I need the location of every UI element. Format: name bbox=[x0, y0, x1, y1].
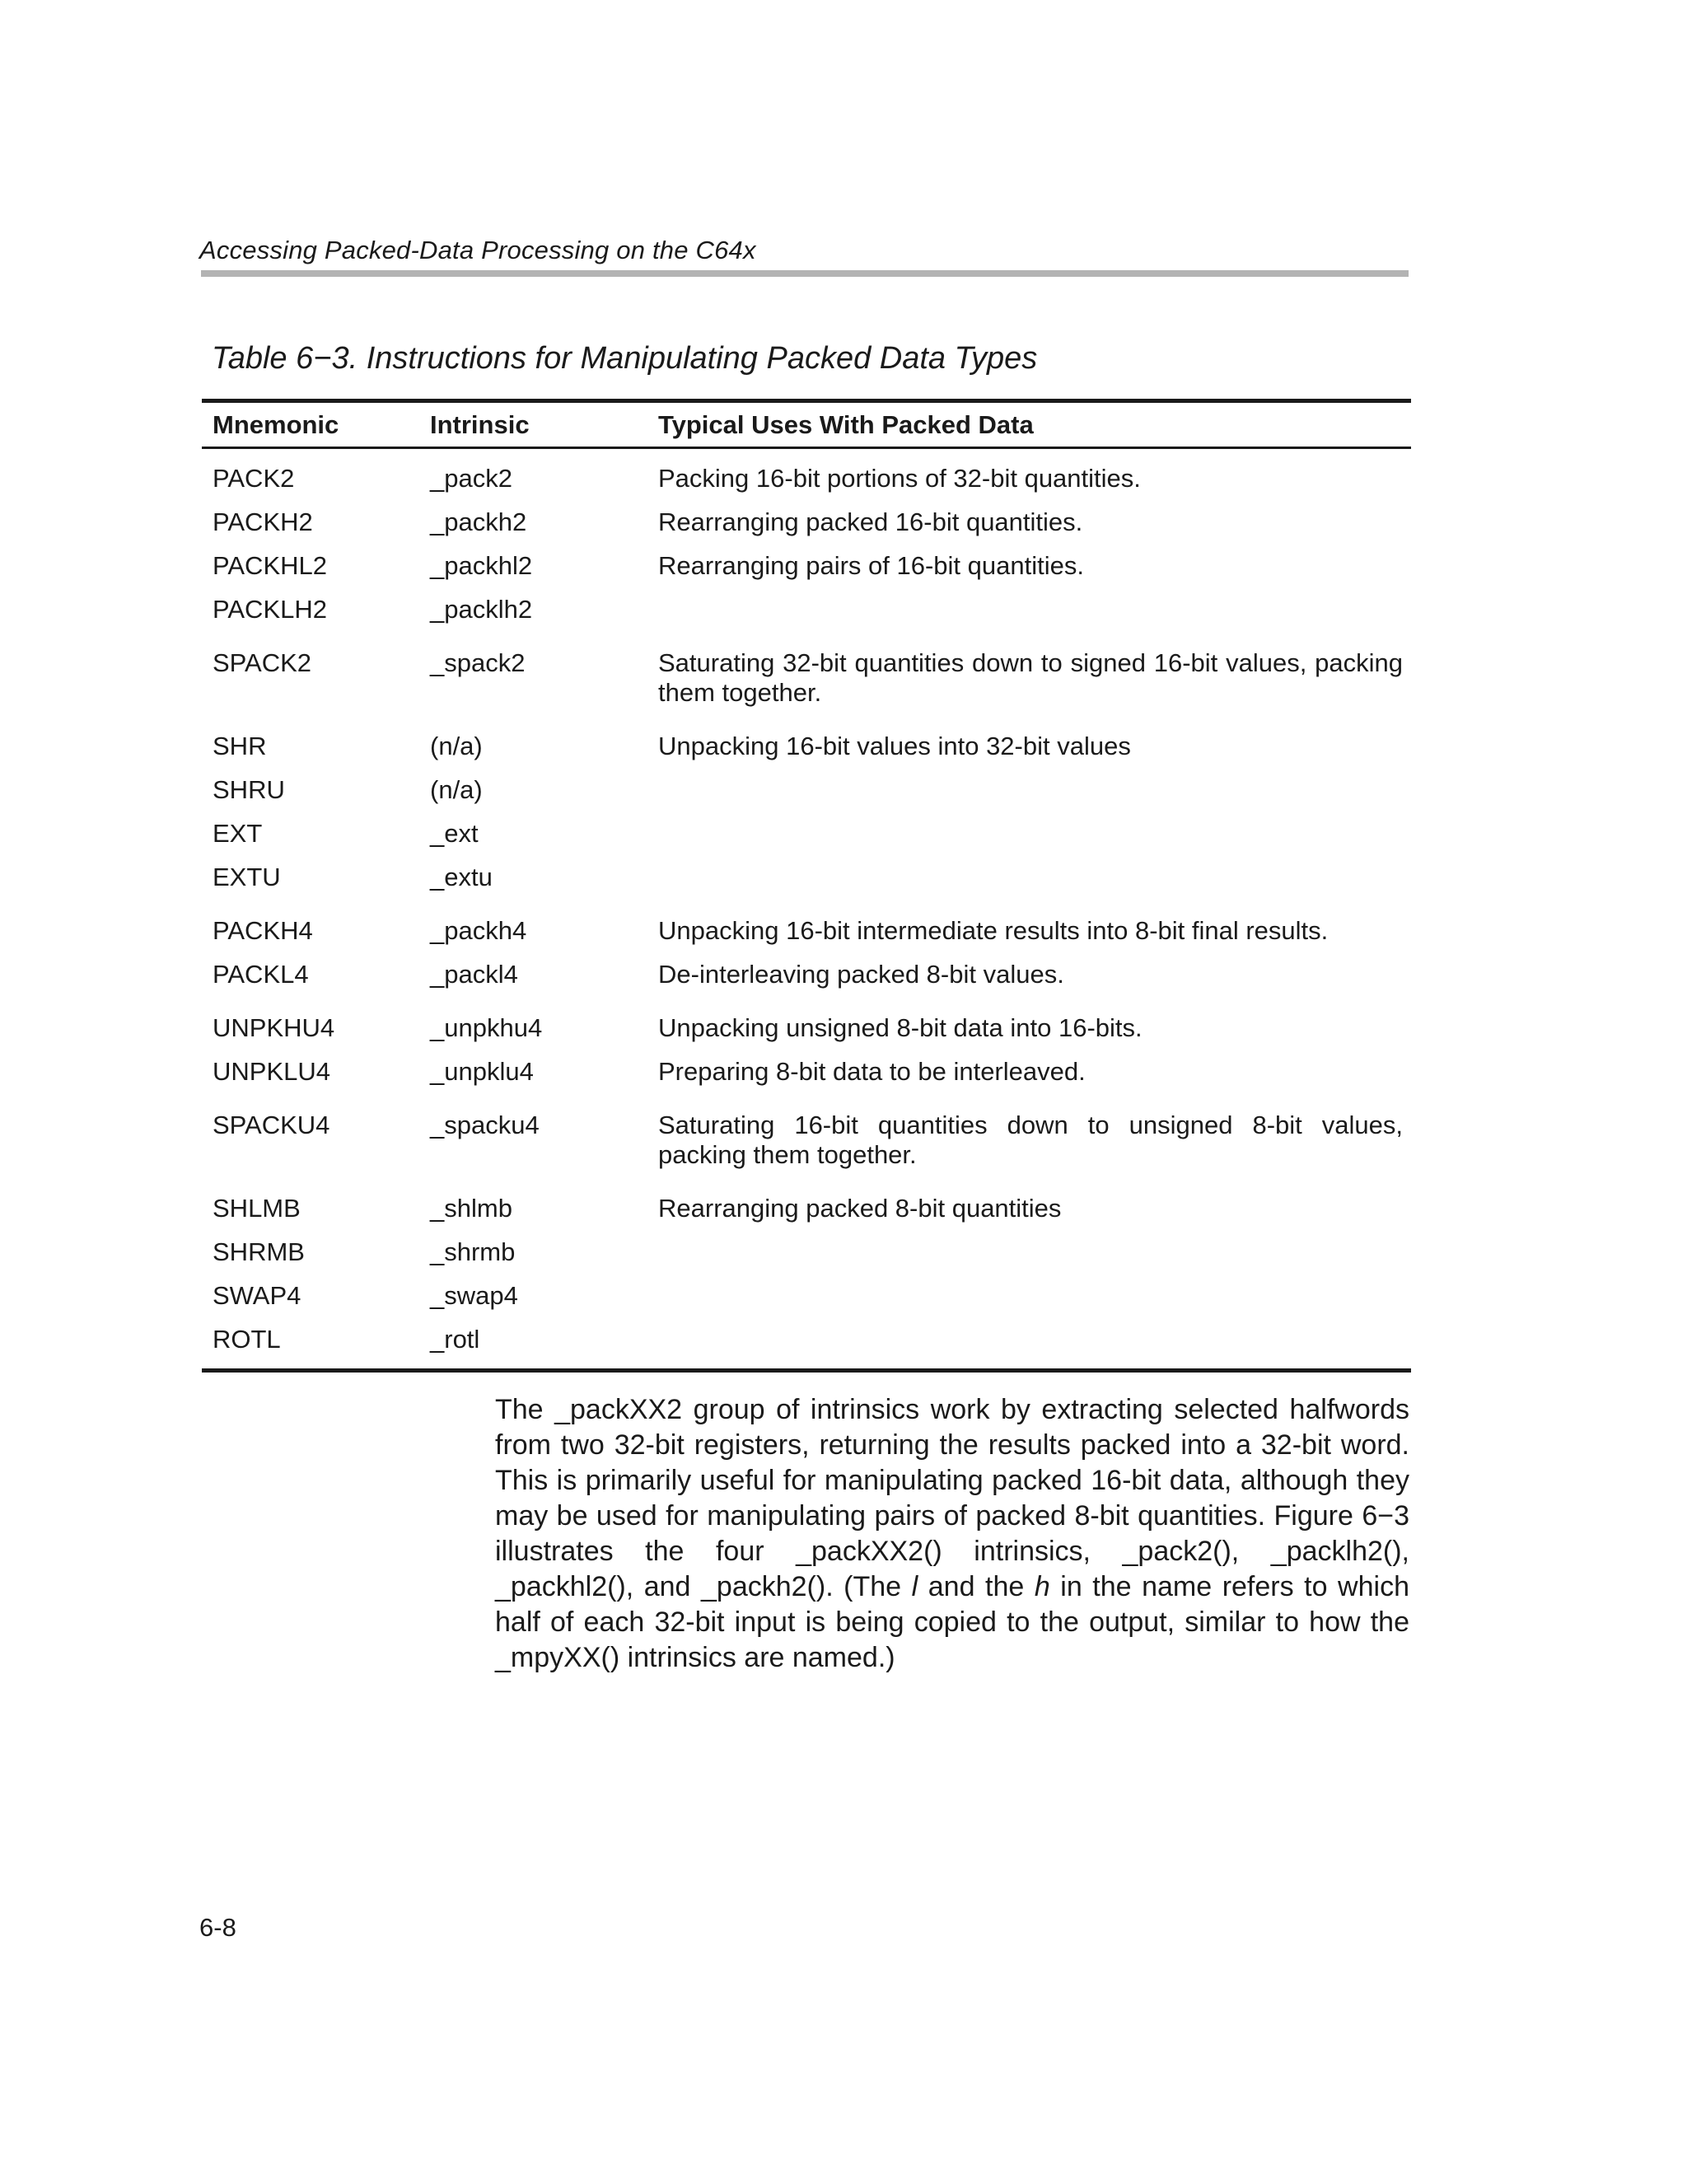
table-row bbox=[202, 1187, 1411, 1231]
table-bottom-rule bbox=[202, 1368, 1411, 1373]
typical-use-cell bbox=[658, 1237, 1411, 1267]
intrinsic-cell: _shlmb bbox=[430, 1194, 512, 1223]
intrinsic-cell: _swap4 bbox=[430, 1281, 518, 1310]
mnemonic-cell: PACKL4 bbox=[213, 960, 309, 989]
table-row bbox=[202, 1007, 1411, 1050]
paragraph-text-part-3: in the name refers to which half of each 32-bit input is being copied to the output, similar to how the _mpyXX() intrinsics are named.) bbox=[495, 1571, 1409, 1673]
column-header-intrinsic: Intrinsic bbox=[430, 409, 530, 439]
body-paragraph bbox=[495, 1392, 1409, 1676]
paragraph-italic-l: l bbox=[911, 1571, 918, 1602]
intrinsic-cell: _packhl2 bbox=[430, 551, 533, 580]
typical-use-cell bbox=[658, 1325, 1411, 1354]
column-header-typical-uses: Typical Uses With Packed Data bbox=[658, 409, 1034, 439]
intrinsic-cell: _packh2 bbox=[430, 507, 527, 536]
intrinsic-cell: _packl4 bbox=[430, 960, 518, 989]
typical-use-cell bbox=[658, 1281, 1411, 1311]
table-row bbox=[202, 769, 1411, 812]
mnemonic-cell: SHRU bbox=[213, 775, 285, 804]
table-row bbox=[202, 953, 1411, 997]
typical-use-cell: Preparing 8-bit data to be interleaved. bbox=[658, 1057, 1086, 1086]
typical-use-cell bbox=[658, 863, 1411, 892]
mnemonic-cell: PACK2 bbox=[213, 464, 295, 493]
table-row bbox=[202, 910, 1411, 953]
table-row bbox=[202, 588, 1411, 632]
mnemonic-cell: EXT bbox=[213, 819, 263, 848]
typical-use-cell: Rearranging packed 16-bit quantities. bbox=[658, 507, 1083, 536]
intrinsic-cell: _unpklu4 bbox=[430, 1057, 534, 1086]
mnemonic-cell: SHRMB bbox=[213, 1237, 305, 1266]
page-number: 6-8 bbox=[199, 1913, 236, 1942]
intrinsic-cell: (n/a) bbox=[430, 775, 483, 804]
intrinsic-cell: _spacku4 bbox=[430, 1111, 540, 1139]
table-header-row bbox=[202, 403, 1411, 447]
header-rule bbox=[201, 270, 1409, 277]
mnemonic-cell: PACKH2 bbox=[213, 507, 313, 536]
column-header-mnemonic: Mnemonic bbox=[213, 409, 339, 439]
mnemonic-cell: PACKLH2 bbox=[213, 595, 327, 624]
intrinsic-cell: _spack2 bbox=[430, 648, 526, 677]
paragraph-text-part-2: and the bbox=[918, 1571, 1035, 1602]
mnemonic-cell: SWAP4 bbox=[213, 1281, 301, 1310]
intrinsic-cell: _rotl bbox=[430, 1325, 480, 1354]
typical-use-cell bbox=[658, 819, 1411, 849]
table-row bbox=[202, 725, 1411, 769]
table-row bbox=[202, 1231, 1411, 1274]
typical-use-cell: Saturating 16-bit quantities down to unsigned 8-bit values, packing them together. bbox=[658, 1111, 1403, 1169]
typical-use-cell: De-interleaving packed 8-bit values. bbox=[658, 960, 1064, 989]
typical-use-cell: Rearranging pairs of 16-bit quantities. bbox=[658, 551, 1084, 580]
intrinsic-cell: _pack2 bbox=[430, 464, 512, 493]
intrinsic-cell: _unpkhu4 bbox=[430, 1013, 543, 1042]
running-header: Accessing Packed-Data Processing on the C64x bbox=[199, 236, 756, 264]
mnemonic-cell: ROTL bbox=[213, 1325, 281, 1354]
typical-use-cell: Saturating 32-bit quantities down to signed 16-bit values, packing them together. bbox=[658, 648, 1403, 707]
intrinsic-cell: _packh4 bbox=[430, 916, 527, 945]
mnemonic-cell: PACKH4 bbox=[213, 916, 313, 945]
table-row bbox=[202, 501, 1411, 545]
table-row bbox=[202, 545, 1411, 588]
table-body bbox=[202, 449, 1411, 1368]
mnemonic-cell: SHLMB bbox=[213, 1194, 301, 1223]
table-row bbox=[202, 1050, 1411, 1094]
mnemonic-cell: SPACK2 bbox=[213, 648, 312, 677]
mnemonic-cell: SHR bbox=[213, 732, 267, 760]
mnemonic-cell: EXTU bbox=[213, 863, 281, 891]
intrinsic-cell: _extu bbox=[430, 863, 493, 891]
table-row bbox=[202, 856, 1411, 900]
table-row bbox=[202, 642, 1411, 715]
mnemonic-cell: SPACKU4 bbox=[213, 1111, 330, 1139]
table-row bbox=[202, 1318, 1411, 1362]
typical-use-cell bbox=[658, 775, 1411, 805]
typical-use-cell: Unpacking 16-bit intermediate results into 8-bit final results. bbox=[658, 916, 1329, 945]
intrinsic-cell: _shrmb bbox=[430, 1237, 516, 1266]
typical-use-cell: Packing 16-bit portions of 32-bit quantities. bbox=[658, 464, 1141, 493]
typical-use-cell: Unpacking unsigned 8-bit data into 16-bits. bbox=[658, 1013, 1143, 1042]
mnemonic-cell: UNPKLU4 bbox=[213, 1057, 330, 1086]
typical-use-cell bbox=[658, 595, 1411, 624]
typical-use-cell: Rearranging packed 8-bit quantities bbox=[658, 1194, 1062, 1223]
table-row bbox=[202, 1104, 1411, 1177]
mnemonic-cell: PACKHL2 bbox=[213, 551, 327, 580]
instructions-table bbox=[202, 399, 1411, 1373]
typical-use-cell: Unpacking 16-bit values into 32-bit values bbox=[658, 732, 1131, 760]
paragraph-italic-h: h bbox=[1034, 1571, 1050, 1602]
intrinsic-cell: _ext bbox=[430, 819, 479, 848]
table-row bbox=[202, 1274, 1411, 1318]
paragraph-text-part-1: The _packXX2 group of intrinsics work by extracting selected halfwords from two 32-bit registers, returning the results packed into a 32-bit word. This is primarily useful for manipulating packed 16-bit data, although they may be used for manipulating pairs of packed 8-bit quantities. Figure 6−3 illustrates the four _packXX2() intrinsics, _pack2(), _packlh2(), _packhl2(), and _packh2(). (The bbox=[495, 1394, 1409, 1602]
intrinsic-cell: (n/a) bbox=[430, 732, 483, 760]
mnemonic-cell: UNPKHU4 bbox=[213, 1013, 335, 1042]
intrinsic-cell: _packlh2 bbox=[430, 595, 533, 624]
table-row bbox=[202, 812, 1411, 856]
table-row bbox=[202, 457, 1411, 501]
table-caption: Table 6−3. Instructions for Manipulating Packed Data Types bbox=[212, 341, 1038, 376]
